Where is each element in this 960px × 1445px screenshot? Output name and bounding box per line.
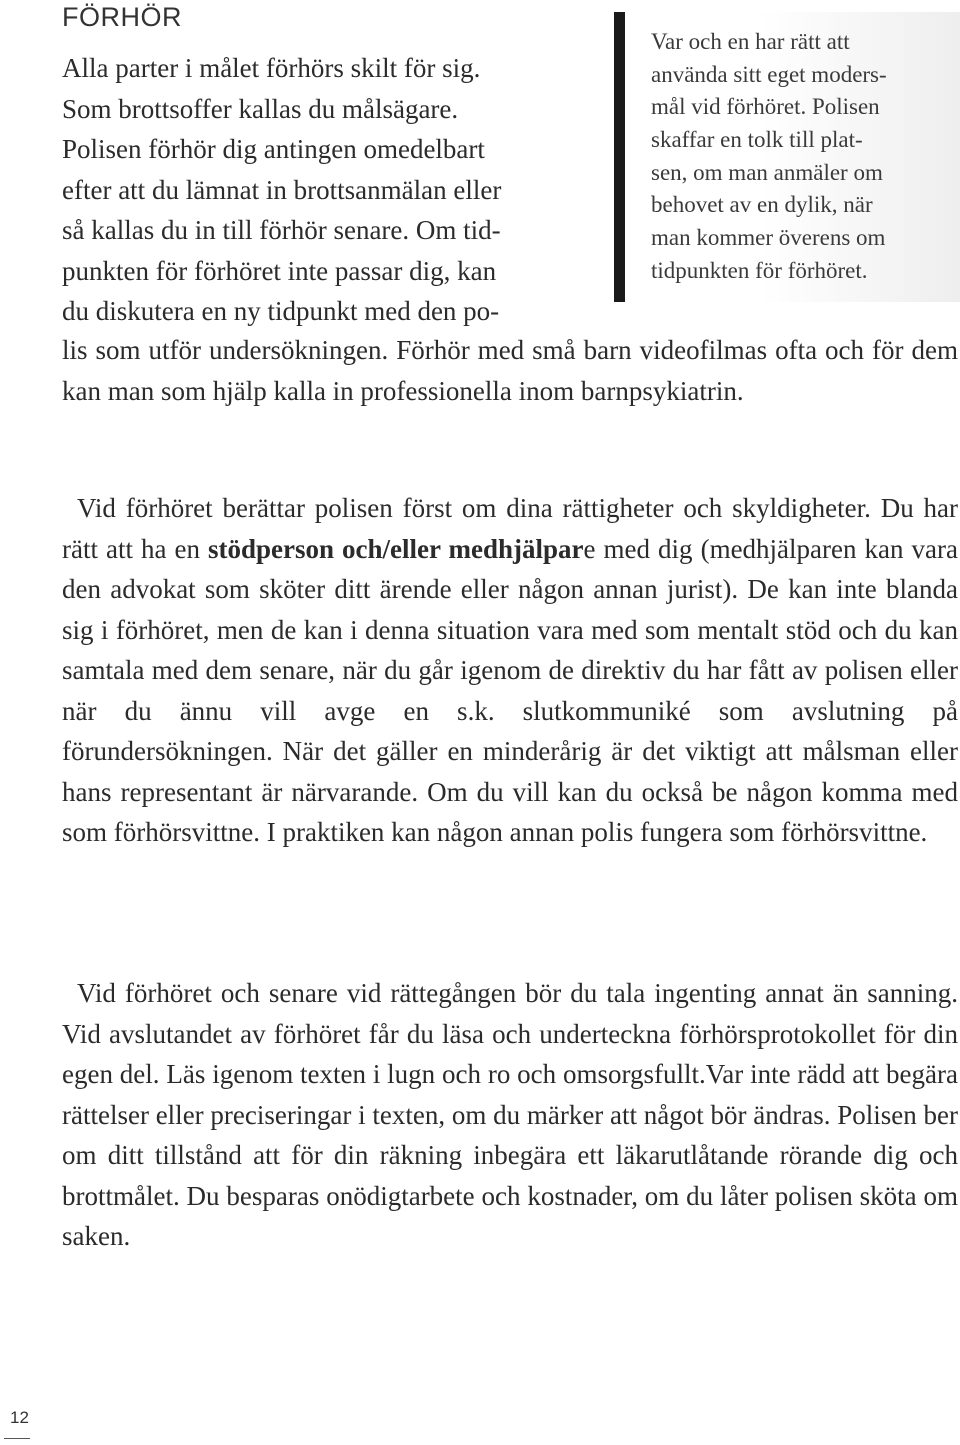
paragraph-rights-text: Vid förhöret berättar polisen först om dina rättigheter och skyldigheter. Du har rätt att ha en: [62, 493, 958, 564]
sidebar-line: Var och en har rätt att: [651, 29, 850, 54]
sidebar-text: [651, 26, 887, 288]
sidebar-line: man kommer överens om: [651, 225, 886, 251]
paragraph-rights: [62, 488, 958, 853]
sidebar-line: använda sitt eget moders-: [651, 61, 887, 87]
intro-line: Polisen förhör dig antingen omedelbart: [62, 134, 485, 164]
intro-line: du diskutera en ny tidpunkt med den po-: [62, 296, 500, 326]
intro-line: Som brottsoffer kallas du målsägare.: [62, 93, 459, 124]
intro-line: punkten för förhöret inte passar dig, kan: [62, 255, 497, 286]
sidebar-line: mål vid förhöret. Polisen: [651, 94, 880, 120]
intro-continuation: lis som utför undersökningen. Förhör med små barn videofilmas ofta och för dem kan man som hjälp kalla in professionella inom barnpsykiatrin.: [62, 335, 958, 406]
intro-line: Alla parter i målet förhörs skilt för sig.: [62, 53, 481, 83]
support-person-term: stödperson och/eller medhjälpar: [208, 533, 584, 564]
intro-line: så kallas du in till förhör senare. Om tid-: [62, 215, 501, 245]
sidebar-line: tidpunkten för förhöret.: [651, 257, 868, 283]
section-heading: FÖRHÖR: [62, 2, 182, 32]
page-number-rule: [4, 1438, 30, 1439]
sidebar-line: skaffar en tolk till plat-: [651, 127, 863, 153]
page-number: 12: [10, 1408, 29, 1427]
intro-text: [62, 48, 622, 332]
paragraph-truth: Vid förhöret och senare vid rättegången bör du tala ingenting annat än sanning. Vid avslutandet av förhöret får du läsa och underteckna förhörsprotokollet för din egen del. Läs igenom texten i lugn och ro och omsorgsfullt.Var inte rädd att begära rättelser eller preciseringar i texten, om du märker att något bör ändras. Polisen ber om ditt tillstånd att för din räkning inbegära ett läkarutlåtande rörande dig och brottmålet. Du besparas onödigtarbete och kostnader, om du låter polisen sköta om saken.: [62, 978, 958, 1251]
sidebar-callout: [614, 12, 960, 302]
paragraph-rights-text-end: e med dig (medhjälparen kan vara den advokat som sköter ditt ärende eller någon annan jurist). De kan inte blanda sig i förhöret, men de kan i denna situation vara med som mentalt stöd och du kan samtala med dem senare, när du går igenom de direktiv du har fått av polisen eller när du ännu vill avge en s.k. slutkommuniké som avslutning på förundersökningen. När det gäller en minderårig är det viktigt att målsman eller hans representant är närvarande. Om du vill kan du också be någon komma med som förhörsvittne. I praktiken kan någon annan polis fungera som förhörsvittne.: [62, 533, 958, 847]
intro-line: efter att du lämnat in brottsanmälan eller: [62, 174, 502, 205]
sidebar-line: behovet av en dylik, när: [651, 192, 873, 218]
sidebar-line: sen, om man anmäler om: [651, 159, 883, 185]
